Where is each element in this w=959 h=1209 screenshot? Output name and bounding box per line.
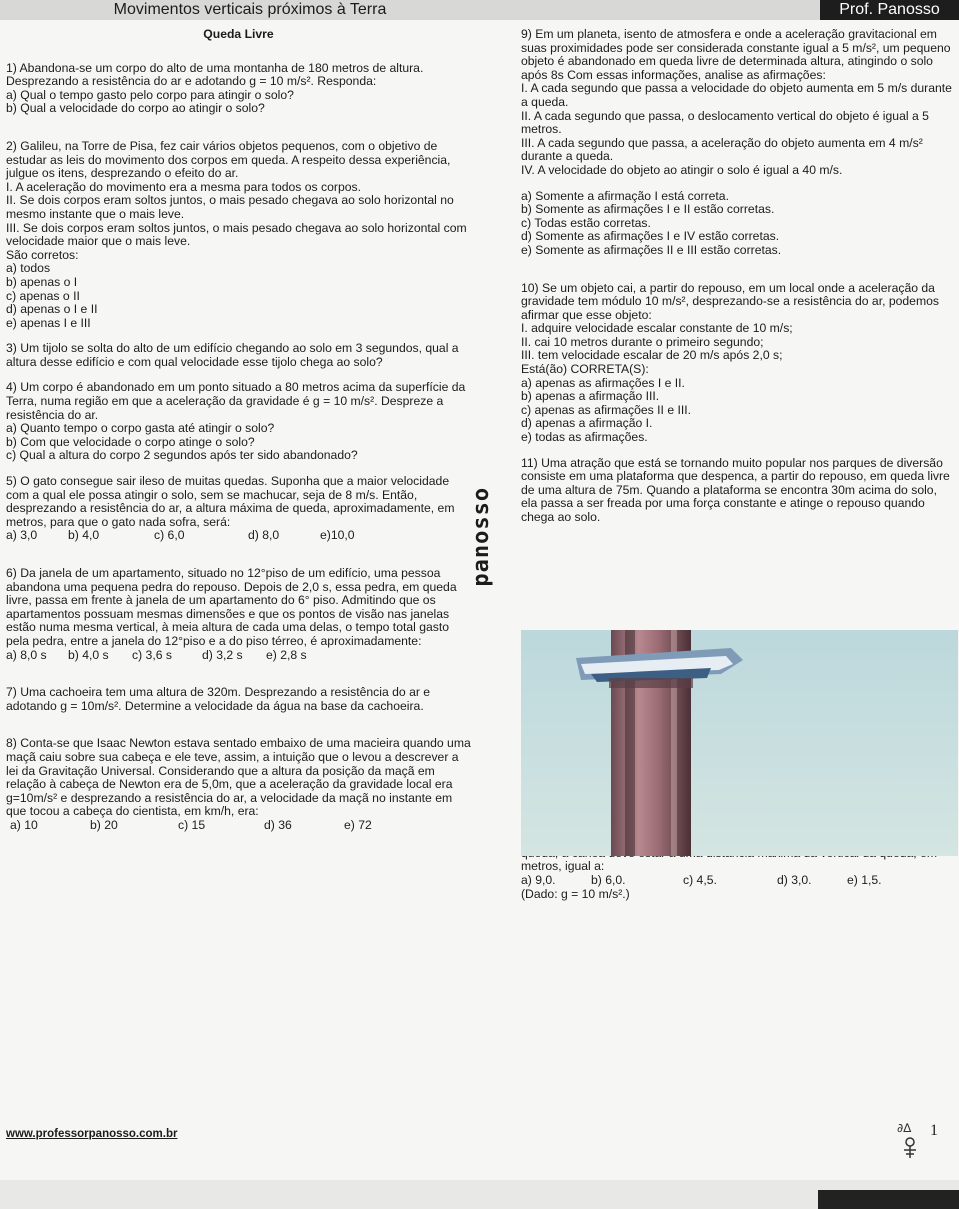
question-10: 10) Se um objeto cai, a partir do repouso, em um local onde a aceleração da gravidade tem módulo 10 m/s², desprezando-se a resistência do ar, podemos afirmar que esse objeto: I. adquire velocidade escalar constante de 10 m/s; II. cai 10 metros durante o primeiro segundo; III. tem velocidade escalar de 20 m/s após 2,0 s; Está(ão) CORRETA(S): a) apenas as afirmações I e II. b) apenas a afirmação III. c) apenas as afirmações II e III. d) apenas a afirmação I. e) todas as afirmações. bbox=[521, 280, 939, 445]
question-5: 5) O gato consegue sair ileso de muitas quedas. Suponha que a maior velocidade com a qual ele possa atingir o solo, sem se machucar, seja de 8 m/s. Então, desprezando a resistência do ar, a altura máxima de queda, aproximadamente, em metros, para que o gato nada sofra, será: a) 3,0 b) 4,0 c) 6,0 d) 8,0 e)10,0 bbox=[6, 475, 471, 543]
footer-url[interactable]: www.professorpanosso.com.br bbox=[6, 1128, 178, 1140]
left-column bbox=[6, 28, 471, 845]
author-label: Prof. Panosso bbox=[820, 0, 959, 20]
svg-text:∂∆: ∂∆ bbox=[897, 1121, 912, 1135]
question-8: 8) Conta-se que Isaac Newton estava sentado embaixo de uma macieira quando uma maçã caiu sobre sua cabeça e ele teve, assim, a intuição que o levou a descrever a lei da Gravitação Universal. Considerando que a altura da posição da maçã em relação à cabeça de Newton era de 5,0m, que a aceleração da gravidade local era g=10m/s² e desprezando a resistência do ar, a velocidade da maçã no instante em que tocou a cabeça do cientista, em km/h, era: a) 10 b) 20 c) 15 d) 36 e) 72 bbox=[6, 736, 471, 832]
header-bar bbox=[0, 0, 959, 20]
question-1: 1) Abandona-se um corpo do alto de uma montanha de 180 metros de altura. Desprezando a resistência do ar e adotando g = 10 m/s². Responda: a) Qual o tempo gasto pelo corpo para atingir o solo? b) Qual a velocidade do corpo ao atingir o solo? bbox=[6, 60, 424, 116]
question-4: 4) Um corpo é abandonado em um ponto situado a 80 metros acima da superfície da Terra, numa região em que a aceleração da gravidade é g = 10 m/s². Despreze a resistência do ar. a) Quanto tempo o corpo gasta até atingir o solo? b) Com que velocidade o corpo atinge o solo? c) Qual a altura do corpo 2 segundos após ter sido abandonado? bbox=[6, 380, 466, 463]
drop-tower-illustration bbox=[521, 630, 958, 856]
answer-options: a) 3,0 b) 4,0 c) 6,0 d) 8,0 e)10,0 bbox=[6, 528, 355, 543]
answer-options: a) 9,0. b) 6,0. c) 4,5. d) 3,0. e) 1,5. bbox=[521, 872, 882, 887]
question-9: 9) Em um planeta, isento de atmosfera e onde a aceleração gravitacional em suas proximidades pode ser considerada constante igual a 5 m/s², um pequeno objeto é abandonado em queda livre de determinada altura, atingindo o solo após 8s Com essas informações, analise as afirmações: I. A cada segundo que passa a velocidade do objeto aumenta em 5 m/s durante a queda. II. A cada segundo que passa, o deslocamento vertical do objeto é igual a 5 metros. III. A cada segundo que passa, a aceleração do objeto aumenta em 4 m/s² durante a queda. IV. A velocidade do objeto ao atingir o solo é igual a 40 m/s. a) Somente a afirmação I está correta. b) Somente as afirmações I e II estão corretas. c) Todas estão corretas. d) Somente as afirmações I e IV estão corretas. e) Somente as afirmações II e III estão corretas. bbox=[521, 27, 952, 257]
logo-icon bbox=[895, 1120, 925, 1160]
question-6: 6) Da janela de um apartamento, situado no 12°piso de um edifício, uma pessoa abandona uma pequena pedra do repouso. Depois de 2,0 s, essa pedra, em queda livre, passa em frente à janela de um apartamento do 6° piso. Admitindo que os apartamentos possuam mesmas dimensões e que os pontos de visão nas janelas estão numa mesma vertical, à meia altura de cada uma delas, o tempo total gasto pela pedra, entre a janela do 12°piso e a do piso térreo, é aproximadamente: a) 8,0 s b) 4,0 s c) 3,6 s d) 3,2 s e) 2,8 s bbox=[6, 567, 471, 662]
side-watermark: panosso bbox=[469, 486, 495, 587]
question-11: 11) Uma atração que está se tornando muito popular nos parques de diversão consiste em uma plataforma que despenca, a partir do repouso, em queda livre de uma altura de 75m. Quando a plataforma se encontra 30m acima do solo, ela passa a ser freada por uma força constante e atinge o repouso quando chega ao solo. bbox=[521, 455, 950, 524]
page-number: 1 bbox=[930, 1122, 938, 1139]
bottom-bar bbox=[818, 1190, 959, 1209]
answer-options: a) 10 b) 20 c) 15 d) 36 e) 72 bbox=[10, 817, 372, 832]
drop-tower-photo bbox=[521, 630, 958, 856]
page-title: Movimentos verticais próximos à Terra bbox=[0, 0, 820, 20]
question-2: 2) Galileu, na Torre de Pisa, fez cair vários objetos pequenos, com o objetivo de estudar as leis do movimento dos corpos em queda. A respeito dessa experiência, julgue os itens, desprezando o efeito do ar. I. A aceleração do movimento era a mesma para todos os corpos. II. Se dois corpos eram soltos juntos, o mais pesado chegava ao solo horizontal no mesmo instante que o mais leve. III. Se dois corpos eram soltos juntos, o mais pesado chegava ao solo horizontal com velocidade maior que o mais leve. São corretos: a) todos b) apenas o I c) apenas o II d) apenas o I e II e) apenas I e III bbox=[6, 138, 467, 330]
question-7: 7) Uma cachoeira tem uma altura de 320m. Desprezando a resistência do ar e adotando g = 10m/s². Determine a velocidade da água na base da cachoeira. bbox=[6, 685, 431, 713]
question-12: metros, igual a: a) 9,0. b) 6,0. c) 4,5. d) 3,0. e) 1,5. (Dado: g = 10 m/s².) bbox=[521, 806, 953, 901]
bottom-margin bbox=[0, 1180, 959, 1209]
question-3: 3) Um tijolo se solta do alto de um edifício chegando ao solo em 3 segundos, qual a altura desse edifício e com qual velocidade esse tijolo chega ao solo? bbox=[6, 341, 459, 369]
section-title: Queda Livre bbox=[203, 27, 274, 41]
answer-options: a) 8,0 s b) 4,0 s c) 3,6 s d) 3,2 s e) 2,8 s bbox=[6, 647, 307, 662]
